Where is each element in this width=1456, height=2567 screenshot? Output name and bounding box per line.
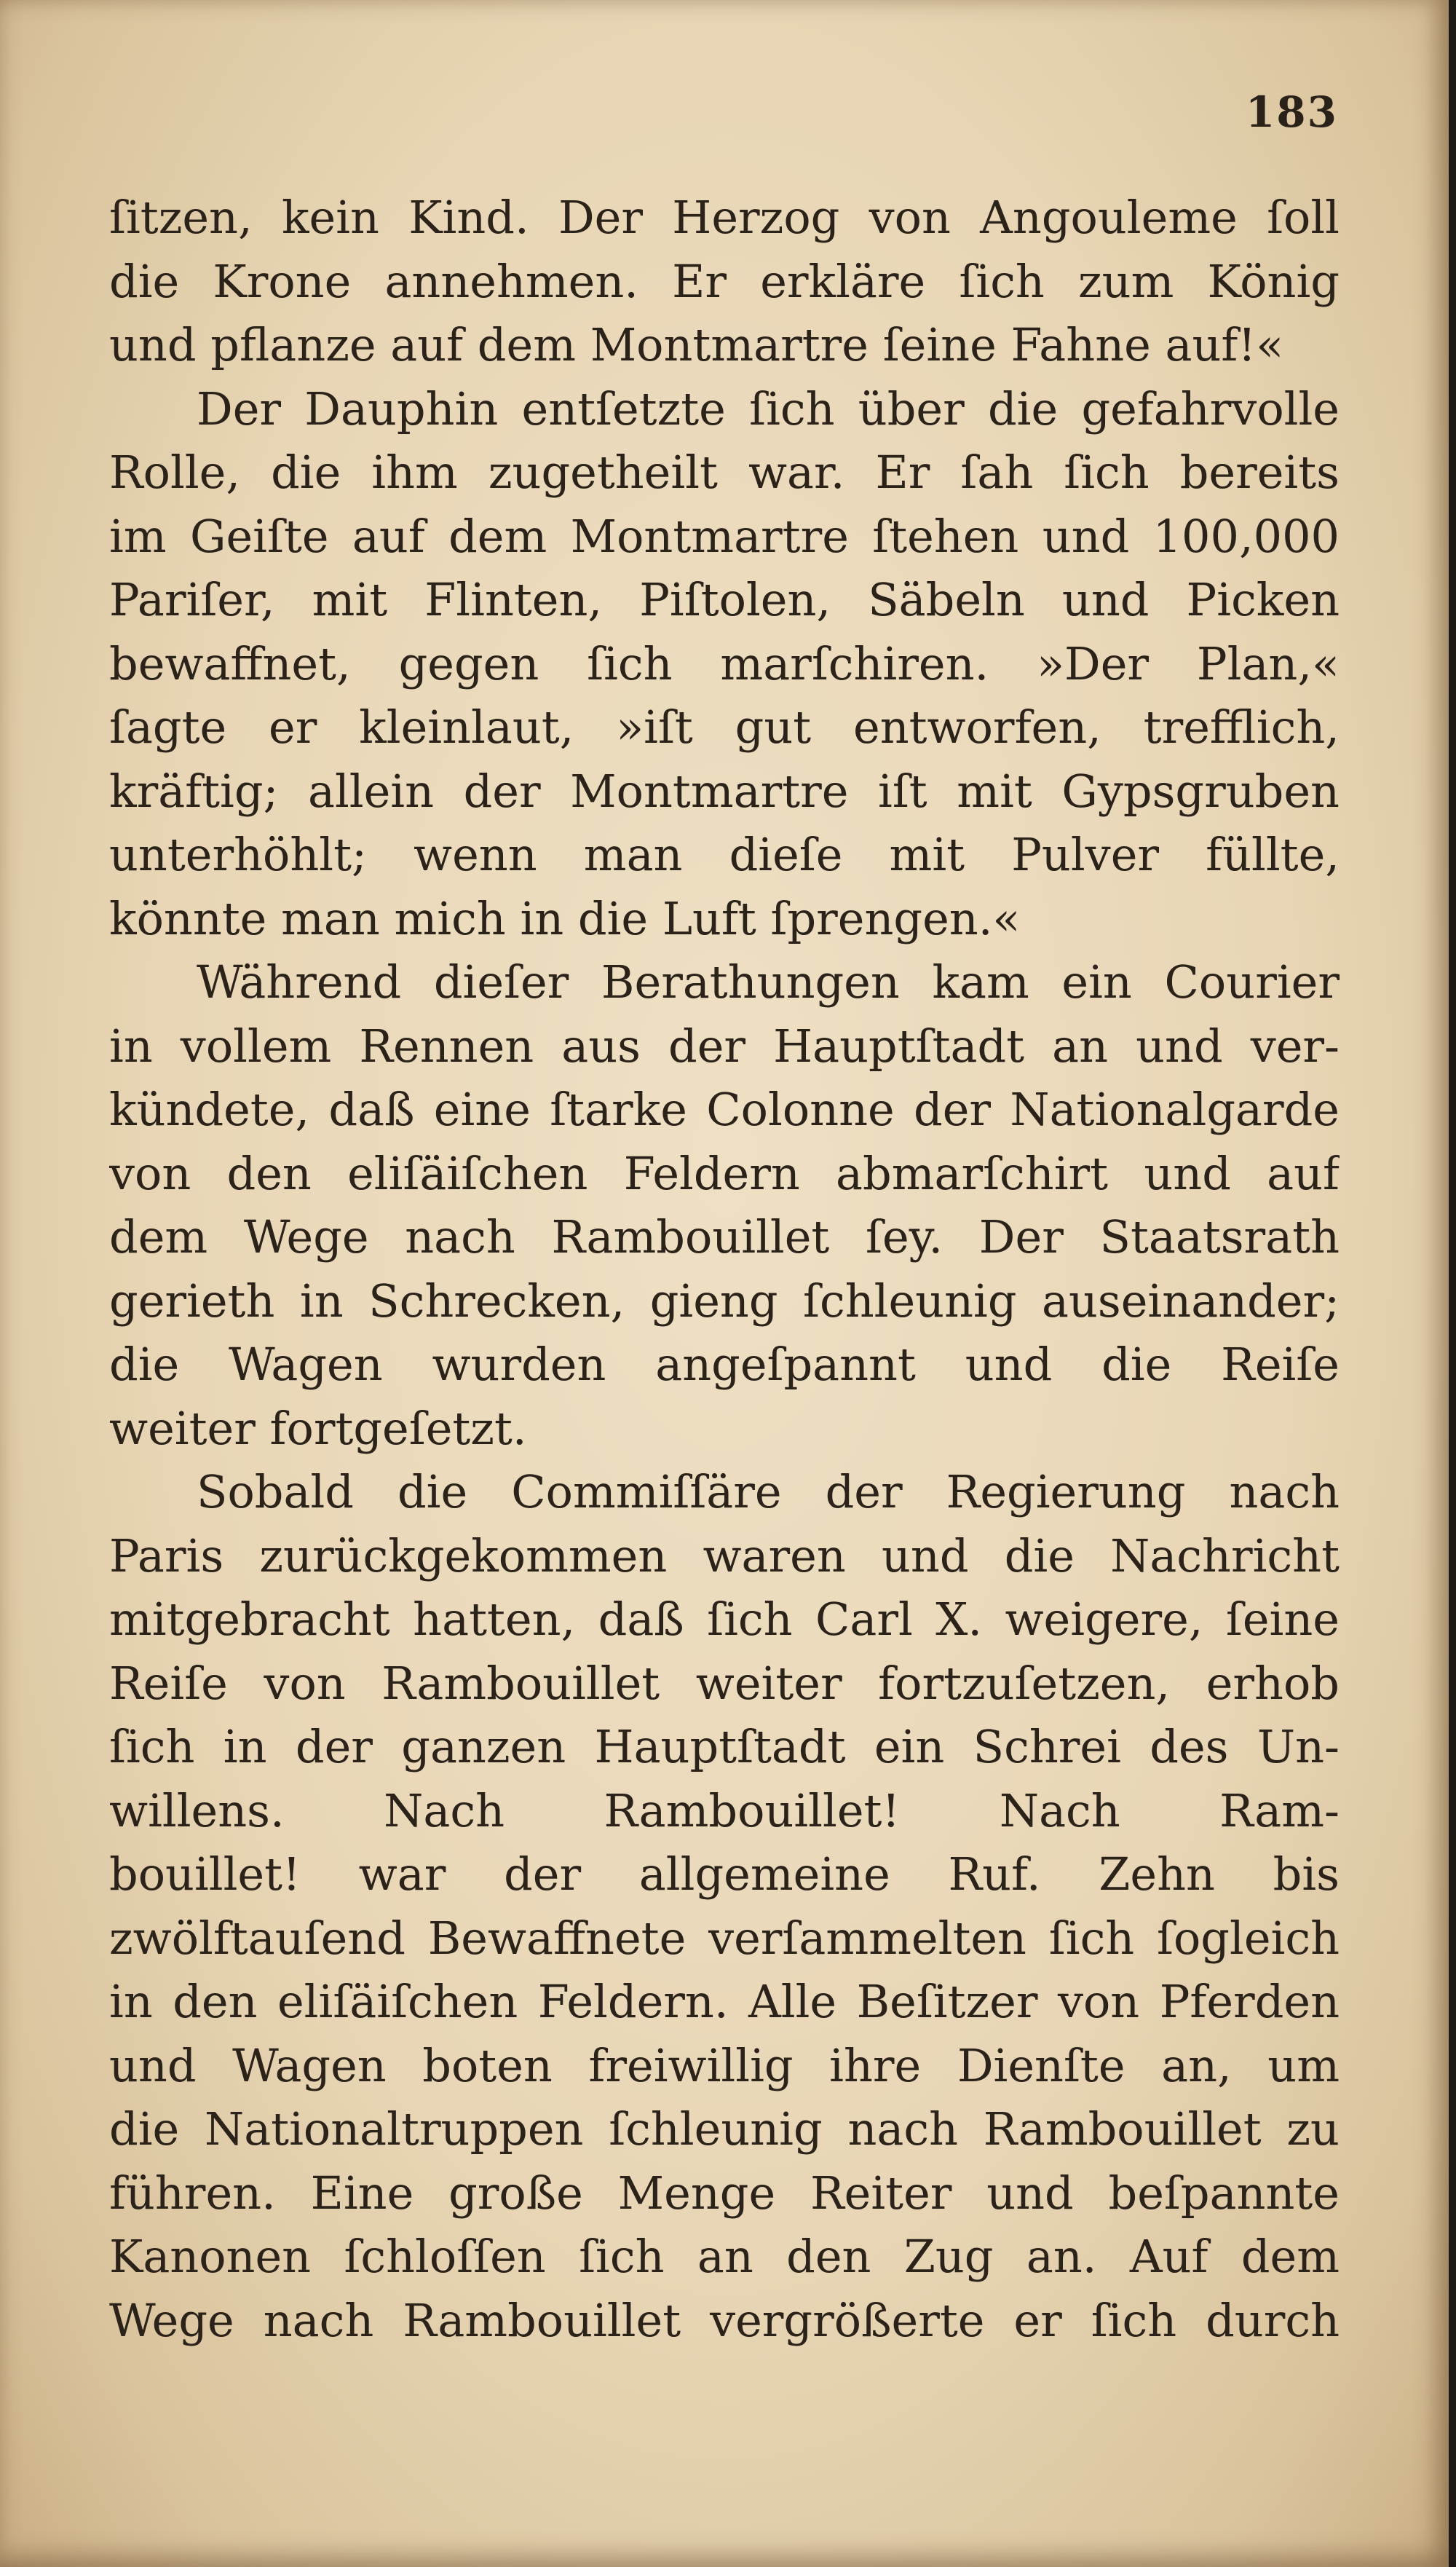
page-edge bbox=[1449, 0, 1456, 2567]
text-line: bewaffnet, gegen ſich marſchiren. »Der Plan,« bbox=[109, 636, 1340, 690]
text-line: könnte man mich in die Luft ſprengen.« bbox=[109, 891, 1021, 945]
text-line: Kanonen ſchloſſen ſich an den Zug an. Auf dem bbox=[109, 2230, 1340, 2283]
text-line: bouillet! war der allgemeine Ruf. Zehn bis bbox=[109, 1848, 1340, 1901]
text-line: ſagte er kleinlaut, »iſt gut entworfen, trefflich, bbox=[109, 701, 1340, 754]
text-line: mitgebracht hatten, daß ſich Carl X. weigere, ſeine bbox=[109, 1593, 1340, 1646]
text-line: Der Dauphin entſetzte ſich über die gefahrvolle bbox=[197, 382, 1340, 435]
text-line: willens. Nach Rambouillet! Nach Ram- bbox=[109, 1783, 1340, 1837]
text-line: Paris zurückgekommen waren und die Nachricht bbox=[109, 1529, 1340, 1582]
text-line: zwölftauſend Bewaffnete verſammelten ſich ſogleich bbox=[109, 1911, 1340, 1965]
page-number: 183 bbox=[1245, 87, 1338, 137]
text-line: gerieth in Schrecken, gieng ſchleunig auseinander; bbox=[109, 1274, 1340, 1328]
text-line: weiter fortgeſetzt. bbox=[109, 1401, 527, 1455]
text-line: Reiſe von Rambouillet weiter fortzuſetzen, erhob bbox=[109, 1656, 1340, 1710]
text-line: Während dieſer Berathungen kam ein Courier bbox=[197, 955, 1340, 1009]
text-line: die Wagen wurden angeſpannt und die Reiſe bbox=[109, 1338, 1340, 1391]
text-line: die Krone annehmen. Er erkläre ſich zum König bbox=[109, 254, 1340, 308]
text-line: in vollem Rennen aus der Hauptſtadt an und ver- bbox=[109, 1019, 1340, 1073]
text-line: und pflanze auf dem Montmartre ſeine Fahne auf!« bbox=[109, 318, 1284, 371]
text-line: dem Wege nach Rambouillet ſey. Der Staatsrath bbox=[109, 1210, 1340, 1263]
text-line: kräftig; allein der Montmartre iſt mit Gypsgruben bbox=[109, 764, 1340, 818]
body-text bbox=[109, 186, 1340, 2352]
text-line: kündete, daß eine ſtarke Colonne der Nationalgarde bbox=[109, 1083, 1340, 1136]
text-line: Wege nach Rambouillet vergrößerte er ſich durch bbox=[109, 2293, 1340, 2347]
text-line: und Wagen boten freiwillig ihre Dienſte an, um bbox=[109, 2038, 1340, 2092]
text-line: ſitzen, kein Kind. Der Herzog von Angouleme ſoll bbox=[109, 191, 1340, 244]
text-line: Sobald die Commiſſäre der Regierung nach bbox=[197, 1465, 1340, 1518]
text-line: Rolle, die ihm zugetheilt war. Er ſah ſich bereits bbox=[109, 446, 1340, 499]
text-line: Pariſer, mit Flinten, Piſtolen, Säbeln und Picken bbox=[109, 573, 1340, 626]
text-line: unterhöhlt; wenn man dieſe mit Pulver füllte, bbox=[109, 828, 1340, 881]
text-line: in den eliſäiſchen Feldern. Alle Beſitzer von Pferden bbox=[109, 1975, 1340, 2028]
text-line: die Nationaltruppen ſchleunig nach Rambouillet zu bbox=[109, 2102, 1340, 2156]
text-line: führen. Eine große Menge Reiter und beſpannte bbox=[109, 2166, 1340, 2220]
text-line: ſich in der ganzen Hauptſtadt ein Schrei des Un- bbox=[109, 1720, 1340, 1773]
text-line: von den eliſäiſchen Feldern abmarſchirt und auf bbox=[109, 1146, 1340, 1200]
text-line: im Geiſte auf dem Montmartre ſtehen und 100,000 bbox=[109, 509, 1340, 563]
